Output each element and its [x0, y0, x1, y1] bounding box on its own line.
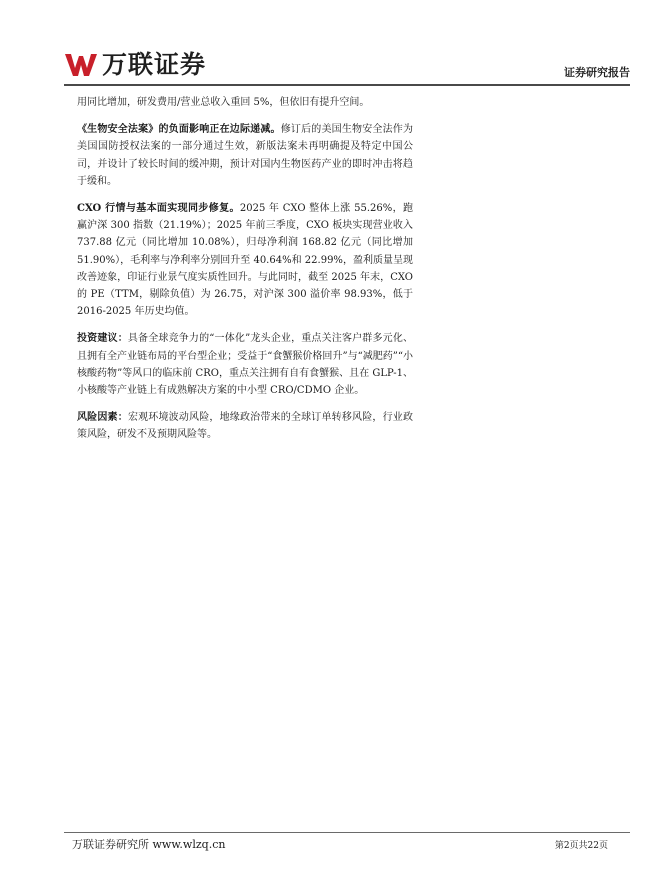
paragraph-risk-factors	[77, 409, 413, 443]
paragraph-text: 宏观环境波动风险，地缘政治带来的全球订单转移风险，行业政策风险，研发不及预期风险等。	[77, 412, 413, 441]
paragraph-rd-expense	[77, 94, 413, 111]
report-type-label: 证券研究报告	[564, 66, 630, 79]
page-number: 第2页共22页	[554, 841, 608, 851]
paragraph-text: 修订后的美国生物安全法作为美国国防授权法案的一部分通过生效，新版法案未再明确提及特定中国公司，并设计了较长时间的缓冲期，预计对国内生物医药产业的即时冲击将趋于缓和。	[77, 124, 413, 187]
brand-name: 万联证券	[102, 50, 207, 79]
paragraph-cxo-recovery	[77, 200, 413, 320]
paragraph-investment-advice	[77, 330, 413, 399]
header-divider	[64, 84, 630, 86]
paragraph-lead: CXO 行情与基本面实现同步修复。	[77, 203, 240, 215]
paragraph-lead: 投资建议：	[77, 333, 128, 345]
paragraph-lead: 《生物安全法案》的负面影响正在边际递减。	[77, 124, 281, 136]
wanlian-logo-icon	[64, 52, 98, 78]
paragraph-text: 2025 年 CXO 整体上涨 55.26%，跑赢沪深 300 指数（21.19%）；2025 年前三季度，CXO 板块实现营业收入 737.88 亿元（同比增加 10.08%），归母净利润 168.82 亿元（同比增加 51.90%），毛利率与净利率分别回升至 40.64%和 22.99%，盈利质量呈现改善迹象，印证行业景气度实质性回升。与此同时，截至 2025 年末，CXO 的 PE（TTM，剔除负值）为 26.75，对沪深 300 溢价率 98.93%，低于 2016-2025 年历史均值。	[77, 203, 413, 318]
footer-institute-link: 万联证券研究所 www.wlzq.cn	[72, 838, 226, 851]
report-body	[77, 94, 413, 444]
paragraph-text: 具备全球竞争力的“一体化”龙头企业，重点关注客户群多元化、且拥有全产业链布局的平台型企业；受益于“食蟹猴价格回升”与“减肥药”“小核酸药物”等风口的临床前 CRO，重点关注拥有自有食蟹猴、且在 GLP-1、小核酸等产业链上有成熟解决方案的中小型 CRO/CDMO 企业。	[77, 333, 413, 397]
brand-logo	[64, 52, 206, 78]
page-header	[0, 0, 654, 96]
paragraph-biosecure-act	[77, 121, 413, 190]
paragraph-text: 用同比增加，研发费用/营业总收入重回 5%，但依旧有提升空间。	[77, 97, 370, 108]
footer-divider	[64, 832, 630, 833]
paragraph-lead: 风险因素：	[77, 412, 128, 424]
